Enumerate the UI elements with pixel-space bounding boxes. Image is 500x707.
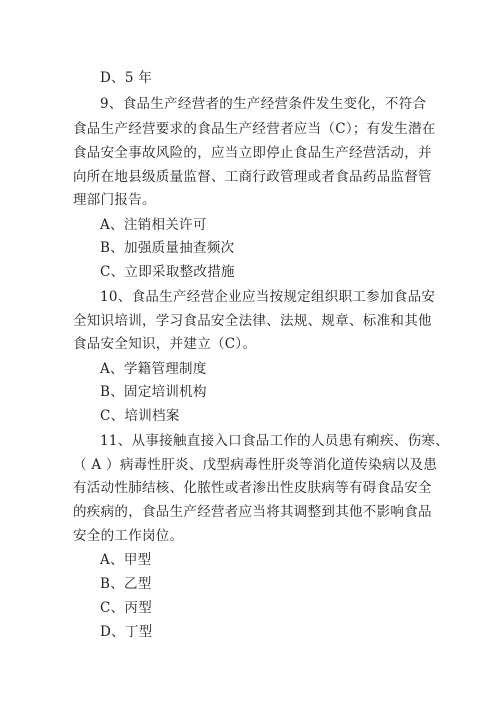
q9-line-5: 理部门报告。 [73, 192, 156, 208]
q11-option-b: B、乙型 [100, 576, 152, 592]
q9-option-b: B、加强质量抽查频次 [100, 240, 235, 256]
q9-line-3: 食品安全事故风险的，应当立即停止食品生产经营活动，并 [73, 145, 432, 161]
q10-option-a: A、学籍管理制度 [100, 361, 207, 377]
q11-line-2: （ A ）病毒性肝炎、戊型病毒性肝炎等消化道传染病以及患 [73, 457, 438, 473]
q9-line-4: 向所在地县级质量监督、工商行政管理或者食品药品监督管 [73, 169, 432, 185]
q10-option-b: B、固定培训机构 [100, 384, 207, 400]
q11-line-5: 安全的工作岗位。 [73, 528, 184, 544]
q9-line-1: 9、食品生产经营者的生产经营条件发生变化，不符合 [100, 96, 427, 112]
q11-option-d: D、丁型 [100, 624, 153, 640]
q11-option-c: C、丙型 [100, 600, 153, 616]
q9-option-c: C、立即采取整改措施 [100, 264, 235, 280]
q11-line-1: 11、从事接触直接入口食品工作的人员患有痢疾、伤寒、 [100, 433, 449, 449]
q11-line-3: 有活动性肺结核、化脓性或者渗出性皮肤病等有碍食品安全 [73, 480, 432, 496]
q10-line-3: 食品安全知识，并建立（C）。 [73, 336, 257, 352]
q11-line-4: 的疾病的，食品生产经营者应当将其调整到其他不影响食品 [73, 504, 432, 520]
q9-option-a: A、注销相关许可 [100, 217, 207, 233]
q11-option-a: A、甲型 [100, 552, 152, 568]
q8-option-d: D、5 年 [100, 70, 153, 86]
q9-line-2: 食品生产经营要求的食品生产经营者应当（C）；有发生潜在 [73, 121, 436, 137]
q10-line-1: 10、食品生产经营企业应当按规定组织职工参加食品安 [100, 289, 436, 305]
q10-option-c: C、培训档案 [100, 408, 180, 424]
q10-line-2: 全知识培训，学习食品安全法律、法规、规章、标准和其他 [73, 313, 432, 329]
